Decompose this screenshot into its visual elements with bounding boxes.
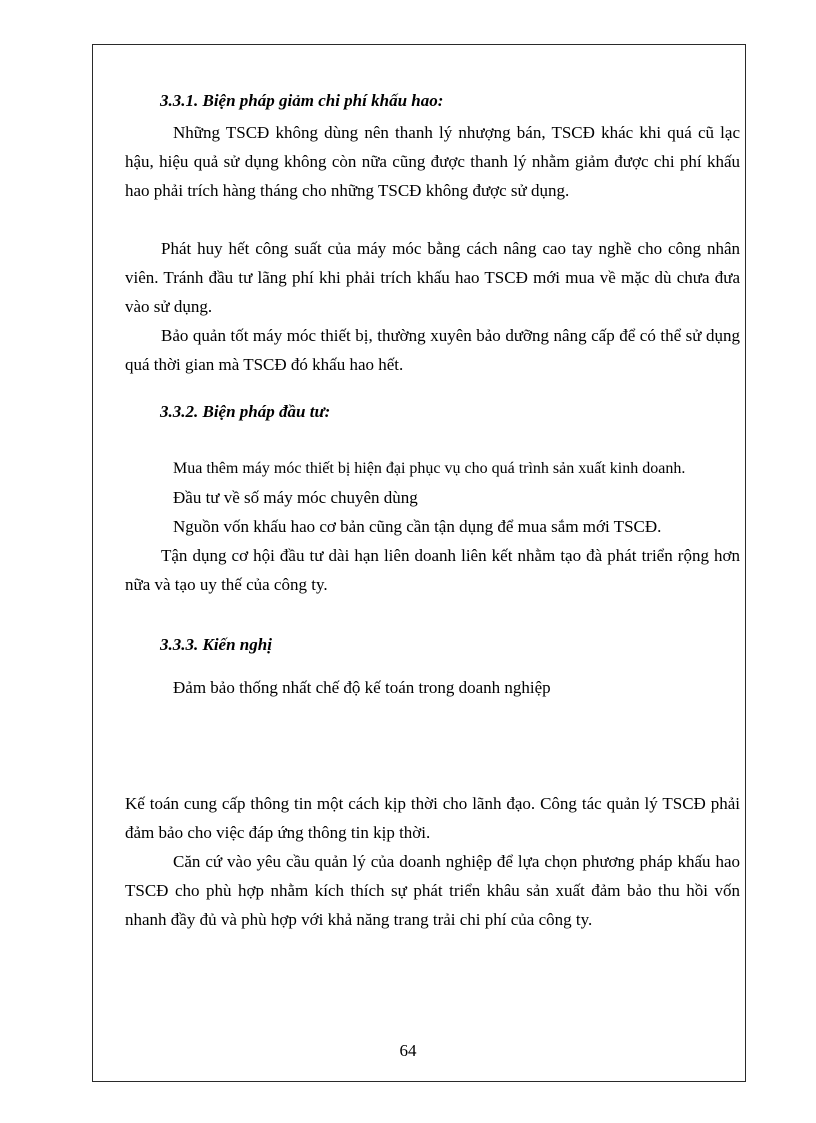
section-heading-3-3-3: 3.3.3. Kiến nghị [160, 635, 272, 654]
paragraph-5: Kế toán cung cấp thông tin một cách kịp thời cho lãnh đạo. Công tác quản lý TSCĐ phải đảm bảo cho việc đáp ứng thông tin kịp thời. [125, 794, 740, 842]
list-item: Mua thêm máy móc thiết bị hiện đại phục vụ cho quá trình sản xuất kinh doanh. [173, 460, 686, 477]
list-item: Nguồn vốn khấu hao cơ bản cũng cần tận dụng để mua sắm mới TSCĐ. [173, 517, 662, 536]
section-heading-3-3-2: 3.3.2. Biện pháp đầu tư: [160, 402, 331, 421]
section-heading-3-3-1: 3.3.1. Biện pháp giảm chi phí khấu hao: [160, 91, 444, 110]
list-item: Đầu tư về số máy móc chuyên dùng [173, 488, 418, 507]
paragraph-4: Tận dụng cơ hội đầu tư dài hạn liên doanh liên kết nhằm tạo đà phát triển rộng hơn nữa và tạo uy thế của công ty. [125, 546, 740, 594]
list-item: Đảm bảo thống nhất chế độ kế toán trong doanh nghiệp [173, 678, 551, 697]
paragraph-6: Căn cứ vào yêu cầu quản lý của doanh nghiệp để lựa chọn phương pháp khấu hao TSCĐ cho phù hợp nhằm kích thích sự phát triển khâu sản xuất đảm bảo thu hồi vốn nhanh đầy đủ và phù hợp với khả năng trang trải chi phí của công ty. [125, 852, 740, 929]
paragraph-1: Những TSCĐ không dùng nên thanh lý nhượng bán, TSCĐ khác khi quá cũ lạc hậu, hiệu quả sử dụng không còn nữa cũng được thanh lý nhằm giảm được chi phí khấu hao phải trích hàng tháng cho những TSCĐ không được sử dụng. [125, 123, 740, 200]
paragraph-3: Bảo quản tốt máy móc thiết bị, thường xuyên bảo dưỡng nâng cấp để có thể sử dụng quá thời gian mà TSCĐ đó khấu hao hết. [125, 326, 740, 374]
paragraph-2: Phát huy hết công suất của máy móc bằng cách nâng cao tay nghề cho công nhân viên. Tránh đầu tư lãng phí khi phải trích khấu hao TSCĐ mới mua về mặc dù chưa đưa vào sử dụng. [125, 239, 740, 316]
page-number: 64 [399, 1041, 417, 1060]
